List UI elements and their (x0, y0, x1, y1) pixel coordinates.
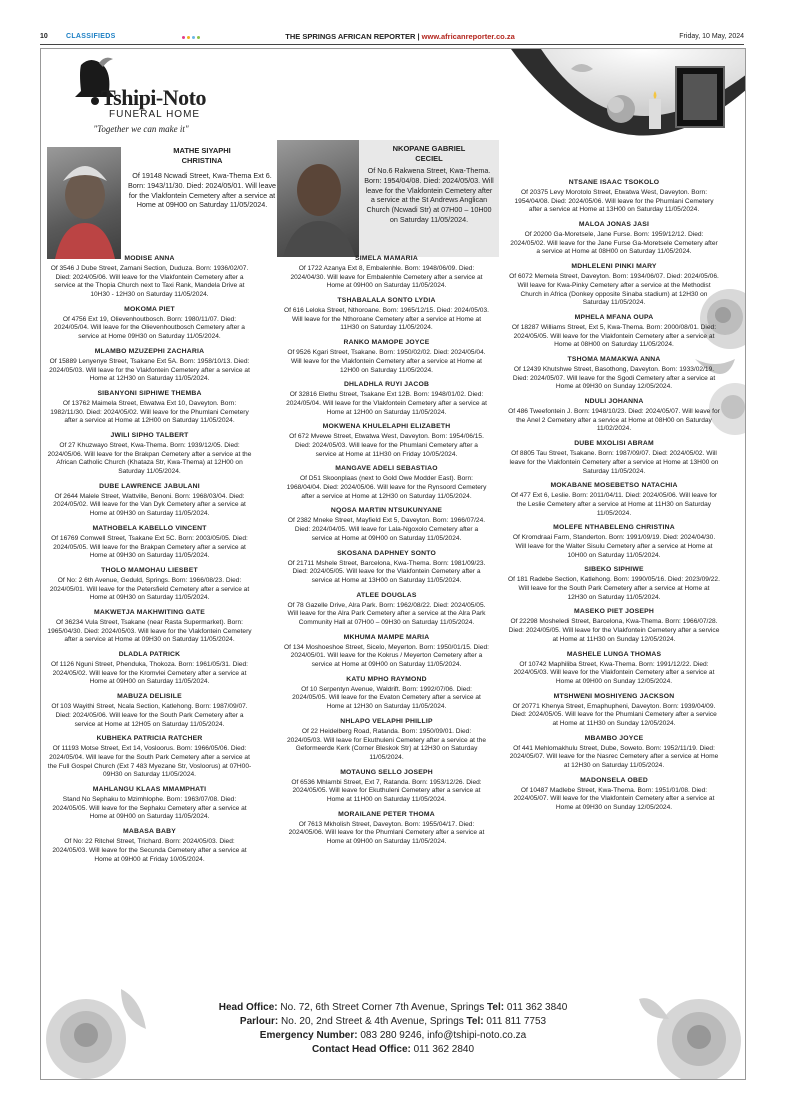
brand-subtitle: FUNERAL HOME (109, 109, 201, 120)
obituary-entry (508, 398, 720, 434)
portrait-photo (277, 140, 359, 257)
deceased-name: ATLEE DOUGLAS (356, 591, 417, 599)
emergency-line (41, 1029, 745, 1043)
obituary-entry (47, 786, 252, 822)
obituary-entry (47, 693, 252, 729)
obituary-entry (47, 432, 252, 477)
funeral-details: Of 20200 Ga-Moretsele, Jane Furse. Born: 1959/12/12. Died: 2024/05/02. Will leave for the Jane Furse Ga-Moretsele Cemetery after a service at Home at 08H00 on Saturday 11/05/2024. (510, 231, 718, 256)
obituary-entry (508, 482, 720, 518)
obituary-entry (47, 567, 252, 603)
contact-line (41, 1043, 745, 1057)
featured-name: NKOPANE GABRIEL (392, 144, 466, 153)
contact-label: Contact Head Office: (311, 1044, 411, 1055)
deceased-name: SIBANYONI SIPHIWE THEMBA (97, 389, 202, 397)
parlour-label: Parlour: (239, 1016, 279, 1027)
funeral-details: Of 486 Tweefontein J. Born: 1948/10/23. Died: 2024/05/07. Will leave for the Anel 2 Cemetery after a service at Home at 08H00 on Saturday 11/02/2024. (508, 408, 720, 433)
funeral-details: Of 78 Gazelle Drive, Alra Park. Born: 1962/08/22. Died: 2024/05/05. Will leave for the Alra Park Cemetery after a service at the Alra Park Community Hall at 07H00 – 09H30 on Saturday 11/05/2024. (287, 601, 486, 626)
deceased-name: MORAILANE PETER THOMA (338, 810, 435, 818)
funeral-details: Of 672 Mvewe Street, Etwatwa West, Daveyton. Born: 1954/06/15. Died: 2024/05/03. Will leave for the Phumlani Cemetery after a service at Home at 11H30 on Friday 10/05/2024. (289, 433, 484, 458)
deceased-name: DHLADHLA RUYI JACOB (343, 381, 430, 389)
featured-name: CHRISTINA (181, 156, 223, 166)
funeral-details: Of 27 Khuzwayo Street, Kwa-Thema. Born: 1939/12/05. Died: 2024/05/06. Will leave for the Brakpan Cemetery after a service at the African Catholic Church (Khataza Str, Kwa-Thema) at 12H00 on Saturday 11/05/2024. (47, 441, 252, 476)
obituary-entry (47, 609, 252, 645)
head-office-phone[interactable]: 011 362 3840 (506, 1002, 568, 1013)
brand-name: Tshipi-Noto (101, 85, 206, 110)
deceased-name: TSHABALALA SONTO LYDIA (337, 297, 436, 305)
funeral-details: Of 22 Heidelberg Road, Ratanda. Born: 1950/09/01. Died: 2024/05/03. Will leave for Ekuthuleni Cemetery after a service at the Geformeerde Kerk (Corner Bleskok Str) at 12H30 on Saturday 11/05/2024. (286, 727, 486, 761)
deceased-name: MODISE ANNA (124, 255, 175, 262)
obituary-entry (47, 348, 252, 384)
deceased-name: MTSHWENI MOSHIYENG JACKSON (553, 692, 675, 700)
page-header (40, 30, 744, 44)
parlour-address: No. 20, 2nd Street & 4th Avenue, Springs (281, 1016, 464, 1027)
funeral-details: Of 3546 J Dube Street, Zamani Section, Duduza. Born: 1936/02/07. Died: 2024/05/06. Will leave for the Vlakfontein Cemetery after a service at the Thopia Church next to Taxi Rank, Mandela Drive at 10H30 - 12H30 on Saturday 11/05/2024. (50, 264, 249, 299)
publication-name: THE SPRINGS AFRICAN REPORTER | (285, 32, 420, 41)
dot-icon (187, 36, 190, 39)
funeral-details: Of 1126 Nguni Street, Phenduka, Thokoza. Born: 1961/05/31. Died: 2024/05/02. Will leave for the Kromvlei Cemetery after a service at Home at 09H00 on Saturday 11/05/2024. (51, 661, 248, 686)
obituary-entry (508, 735, 720, 771)
deceased-name: RANKO MAMOPE JOYCE (343, 339, 430, 347)
deceased-name: DUBE MXOLISI ABRAM (574, 440, 654, 448)
deceased-name: MANGAVE ADELI SEBASTIAO (335, 465, 438, 473)
obituary-entry (284, 811, 489, 847)
deceased-name: MLAMBO MZUZEPHI ZACHARIA (94, 347, 205, 355)
deceased-name: NHLAPO VELAPHI PHILLIP (340, 717, 433, 725)
funeral-details: Of 18287 Williams Street, Ext 5, Kwa-Thema. Born: 2000/08/01. Died: 2024/05/05. Will leave for the Vlakfontein Cemetery after a service at Home at 08H00 on Saturday 11/05/2024. (511, 323, 717, 349)
deceased-name: MASHELE LUNGA THOMAS (566, 650, 662, 658)
featured-name: MATHE SIYAPHI (173, 146, 231, 155)
funeral-details: Of No: 2 6th Avenue, Geduld, Springs. Born: 1966/08/23. Died: 2024/05/01. Will leave for the Petersfield Cemetery after a service at Home at 09H30 on Saturday 11/05/2024. (49, 576, 250, 602)
funeral-details: Of 6536 Mhlambi Street, Ext 7, Ratanda. Born: 1953/12/26. Died: 2024/05/05. Will leave for Ekuthuleni Cemetery after a service at Home at 11H00 on Saturday 11/05/2024. (291, 778, 482, 804)
obituary-entry (508, 356, 720, 392)
notices-column-middle (284, 255, 489, 853)
funeral-details: Of D51 Skoonplaas (next to Gold Owe Modder East). Born: 1968/04/04. Died: 2024/05/06. Will leave for the Rynsoord Cemetery after a service at Home at 12H30 on Saturday 11/05/2024. (286, 475, 487, 500)
deceased-name: SIMELA MAMARIA (355, 255, 418, 262)
obituary-entry (508, 651, 720, 687)
funeral-details: Of 32816 Elethu Street, Tsakane Ext 12B. Born: 1948/01/02. Died: 2024/05/04. Will leave for the Vlakfontein Cemetery after a service at Home at 12H00 on Saturday 11/05/2024. (286, 391, 487, 416)
deceased-name: MADONSELA OBED (580, 776, 648, 784)
funeral-details: Of 22298 Mosheledi Street, Barcelona, Kwa-Thema. Born: 1966/07/28. Died: 2024/05/05. Will leave for the Vlakfontein Cemetery after a service at Home at 11H30 on Sunday 12/05/2024. (508, 618, 720, 643)
obituary-entry (284, 507, 489, 543)
deceased-name: NQOSA MARTIN NTSUKUNYANE (330, 507, 443, 515)
head-office-line (41, 1001, 745, 1015)
section-label: CLASSIFIEDS (66, 33, 116, 40)
deceased-name: KUBHEKA PATRICIA RATCHER (96, 735, 203, 743)
funeral-details: Of 616 Leloka Street, Nthoroane. Born: 1965/12/15. Died: 2024/05/03. Will leave for the Nthoroane Cemetery after a service at Home at 11H30 on Saturday 11/05/2024. (284, 307, 489, 332)
funeral-details: Of 181 Radebe Section, Katlehong. Born: 1990/05/16. Died: 2023/09/22. Will leave for the South Park Cemetery after a service at Home at 12H30 on Saturday 11/05/2024. (508, 576, 720, 601)
contact-footer (41, 1001, 745, 1057)
featured-details: Of 19148 Ncwadi Street, Kwa-Thema Ext 6. Born: 1943/11/30. Died: 2024/05/01. Will leave for the Vlakfontein Cemetery after a service at Home at 09H00 on Saturday 11/05/2024. (127, 171, 277, 210)
featured-notice (127, 146, 277, 210)
featured-notice (363, 144, 495, 225)
dot-icon (192, 36, 195, 39)
featured-name: CECIEL (415, 154, 443, 164)
deceased-name: MOLEFE NTHABELENG CHRISTINA (553, 524, 675, 532)
funeral-details: Of 12439 Khutshwe Street, Basothong, Daveyton. Born: 1933/02/19. Died: 2024/05/07. Will leave for the Sgodi Cemetery after a service at Home at 09H30 on Sunday 12/05/2024. (512, 365, 716, 391)
page-number: 10 (40, 33, 48, 40)
obituary-entry (508, 777, 720, 813)
obituary-entry (47, 483, 252, 519)
funeral-details: Of 477 Ext 6, Leslie. Born: 2011/04/11. Died: 2024/05/06. Will leave for the Leslie Cemetery after a service at Home at 11H30 on Saturday 11/05/2024. (510, 492, 718, 517)
header-rule (40, 44, 744, 45)
funeral-details: Of 10742 Maphiliba Street, Kwa-Thema. Born: 1991/12/22. Died: 2024/05/03. Will leave for the Vlakfontein Cemetery after a service at Home at 09H00 on Sunday 12/05/2024. (513, 660, 715, 685)
deceased-name: MALOA JONAS JASI (578, 221, 650, 229)
funeral-details: Of 20375 Levy Morotolo Street, Etwatwa West, Daveyton. Born: 1954/04/08. Died: 2024/05/06. Will leave for the Phumlani Cemetery after a service at Home at 13H00 on Saturday 11/05/2024. (514, 188, 714, 214)
memorial-still-life-image (471, 49, 746, 159)
deceased-name: MABASA BABY (123, 828, 176, 836)
obituary-entry (284, 769, 489, 805)
obituary-entry (284, 718, 489, 763)
obituary-entry (47, 525, 252, 561)
deceased-name: JWILI SIPHO TALBERT (110, 432, 189, 440)
contact-phone[interactable]: 011 362 2840 (413, 1044, 475, 1055)
deceased-name: THOLO MAMOHAU LIESBET (101, 566, 198, 574)
funeral-details: Of 4756 Ext 19, Olievenhoutbosch. Born: 1980/11/07. Died: 2024/05/04. Will leave for the Olievenhoutbosch Cemetery after a service at Home 09H30 on Saturday 11/05/2024. (54, 315, 245, 341)
funeral-details: Of 8805 Tau Street, Tsakane. Born: 1987/09/07. Died: 2024/05/02. Will leave for the Vlakfontein Cemetery after a service at Home at 13H00 on Saturday 11/05/2024. (509, 450, 719, 475)
obituary-entry (47, 651, 252, 687)
deceased-name: MKHUMA MAMPE MARIA (343, 633, 430, 641)
funeral-details: Of No: 22 Ritchel Street, Trichard. Born: 2024/05/03. Died: 2024/05/03. Will leave for the Secunda Cemetery after a service at Home at 09H00 at Friday 10/05/2024. (52, 838, 247, 863)
deceased-name: MAKWETJA MAKHWITING GATE (94, 609, 205, 617)
person-silhouette-icon (277, 140, 359, 257)
obituary-entry (508, 524, 720, 560)
obituary-entry (284, 423, 489, 459)
brand-tagline: "Together we can make it" (93, 124, 189, 134)
head-office-address: No. 72, 6th Street Corner 7th Avenue, Springs (280, 1002, 485, 1013)
person-silhouette-icon (47, 147, 121, 259)
funeral-details: Of 11193 Motse Street, Ext 14, Vosloorus. Born: 1966/05/06. Died: 2024/05/04. Will leave for the South Park Cemetery after a service at the Full Gospel Church (Ext 7 483 Myezane Str, Vosloorus) at 07H00-09H30 on Saturday 11/05/2024. (47, 745, 252, 779)
parlour-tel-label: Tel: (466, 1016, 484, 1027)
obituary-entry (47, 390, 252, 426)
funeral-details: Stand No Sephaku to Mzimhlophe. Born: 1963/07/08. Died: 2024/05/05. Will leave for the Sephaku Cemetery after a service at Home at 09H00 on Saturday 11/05/2024. (52, 796, 247, 821)
publication-title (250, 32, 550, 41)
funeral-details: Of 15889 Lenyenye Street, Tsakane Ext 5A. Born: 1958/10/13. Died: 2024/05/03. Will leave for the Vlakfontein Cemetery after a service at Home at 12H30 on Saturday 11/05/2024. (49, 357, 250, 383)
section-dots (182, 34, 202, 41)
parlour-phone[interactable]: 011 811 7753 (486, 1016, 547, 1027)
deceased-name: KATU MPHO RAYMOND (346, 675, 427, 683)
funeral-details: Of 103 Wayithi Street, Ncala Section, Katlehong. Born: 1987/09/07. Died: 2024/05/06. Will leave for the South Park Cemetery after a service at Home at 12H05 on Saturday 11/05/2024. (51, 703, 248, 728)
notices-column-left (47, 255, 252, 870)
funeral-details: Of 134 Moshoeshoe Street, Sicelo, Meyerton. Born: 1950/01/15. Died: 2024/05/01. Will leave for the Kokrus / Meyerton Cemetery after a service at Home at 09H00 on Saturday 11/05/2024. (284, 643, 489, 669)
head-tel-label: Tel: (487, 1002, 505, 1013)
issue-date: Friday, 10 May, 2024 (679, 33, 744, 40)
emergency-label: Emergency Number: (259, 1030, 358, 1041)
obituary-entry (47, 735, 252, 780)
funeral-details: Of 13762 Maimela Street, Etwatwa Ext 10, Daveyton. Born: 1982/11/30. Died: 2024/05/02. Will leave for the Phumlani Cemetery after a service at Home at 12H00 on Saturday 11/05/2024. (50, 399, 249, 425)
obituary-entry (47, 828, 252, 864)
deceased-name: MOKOMA PIET (124, 305, 175, 313)
funeral-details: Of 10 Serpentyn Avenue, Waldrift. Born: 1992/07/06. Died: 2024/05/05. Will leave for the Evaton Cemetery after a service at Home at 12H30 on Saturday 11/05/2024. (292, 685, 481, 711)
obituary-entry (508, 608, 720, 644)
featured-details: Of No.6 Rakwena Street, Kwa-Thema. Born: 1954/04/08. Died: 2024/05/03. Will leave for the Vlakfontein Cemetery after a service at the St Andrews Anglican Church (Ncwadi Str) at 07H00 – 10H00 on Saturday 11/05/2024. (364, 166, 494, 224)
parlour-line (41, 1015, 745, 1029)
deceased-name: MASEKO PIET JOSEPH (574, 608, 654, 616)
funeral-details: Of Kromdraai Farm, Standerton. Born: 1991/09/19. Died: 2024/04/30. Will leave for the Walter Sisulu Cemetery after a service at Home at 10H00 on Saturday 11/05/2024. (512, 534, 716, 559)
deceased-name: MATHOBELA KABELLO VINCENT (92, 524, 207, 532)
obituary-entry (508, 314, 720, 350)
deceased-name: MPHELA MFANA OUPA (574, 313, 654, 321)
emergency-contact[interactable]: 083 280 9246, info@tshipi-noto.co.za (360, 1030, 527, 1041)
obituary-entry (284, 592, 489, 628)
notices-column-right (508, 179, 720, 819)
dot-icon (182, 36, 185, 39)
obituary-entry (508, 221, 720, 257)
deceased-name: MDHLELENI PINKI MARY (571, 263, 657, 271)
funeral-details: Of 2382 Mneke Street, Mayfield Ext 5, Daveyton. Born: 1966/07/24. Died: 2024/04/05. Will leave for Lala-Ngoxolo Cemetery after a service at Home at 09H00 on Saturday 11/05/2024. (287, 517, 486, 542)
obituary-entry (508, 263, 720, 308)
deceased-name: TSHOMA MAMAKWA ANNA (567, 356, 661, 364)
deceased-name: SKOSANA DAPHNEY SONTO (337, 549, 436, 557)
deceased-name: DUBE LAWRENCE JABULANI (99, 482, 200, 490)
funeral-details: Of 1722 Azanya Ext 8, Embalenhle. Born: 1948/06/09. Died: 2024/04/30. Will leave for Embalenhle Cemetery after a service at Home at 09H00 on Saturday 11/05/2024. (290, 264, 483, 290)
funeral-details: Of 10487 Madlebe Street, Kwa-Thema. Born: 1951/01/08. Died: 2024/05/07. Will leave for the Vlakfontein Cemetery after a service at Home at 09H30 on Sunday 12/05/2024. (513, 786, 715, 812)
obituary-entry (508, 440, 720, 476)
portrait-photo (47, 147, 121, 259)
obituary-entry (284, 255, 489, 291)
obituary-entry (47, 306, 252, 342)
publication-url[interactable]: www.africanreporter.co.za (421, 32, 515, 41)
deceased-name: MABUZA DELISILE (117, 693, 182, 701)
deceased-name: MOKWENA KHULELAPHI ELIZABETH (322, 423, 451, 431)
brand-logo (61, 57, 251, 137)
head-office-label: Head Office: (218, 1002, 278, 1013)
deceased-name: NDULI JOHANNA (584, 398, 644, 406)
advert-frame (40, 48, 746, 1080)
funeral-details: Of 20771 Khenya Street, Emaphupheni, Daveyton. Born: 1939/04/09. Died: 2024/05/05. Will leave for the Phumlani Cemetery after a service at Home at 11H30 on Sunday 12/05/2024. (511, 702, 717, 728)
obituary-entry (284, 550, 489, 586)
deceased-name: MAHLANGU KLAAS MMAMPHATI (92, 786, 207, 794)
funeral-details: Of 441 Mehlomakhulu Street, Dube, Soweto. Born: 1952/11/19. Died: 2024/05/07. Will leave for the Nasrec Cemetery after a service at Home at 12H30 on Saturday 11/05/2024. (509, 744, 719, 770)
deceased-name: SIBEKO SIPHIWE (584, 566, 644, 574)
deceased-name: MOKABANE MOSEBETSO NATACHIA (550, 482, 678, 490)
deceased-name: MBAMBO JOYCE (584, 734, 644, 742)
obituary-entry (284, 297, 489, 333)
funeral-details: Of 36234 Vula Street, Tsakane (near Rasta Supermarket). Born: 1965/04/30. Died: 2024/05/03. Will leave for the Vlakfontein Cemetery after a service at Home at 09H30 on Saturday 11/05/2024. (47, 619, 252, 644)
obituary-entry (47, 255, 252, 300)
obituary-entry (508, 179, 720, 215)
obituary-entry (508, 566, 720, 602)
deceased-name: MOTAUNG SELLO JOSEPH (340, 768, 433, 776)
funeral-details: Of 16769 Comwell Street, Tsakane Ext 5C. Born: 2003/05/05. Died: 2024/05/05. Will leave for the Brakpan Cemetery after a service at Home at 09H30 on Saturday 11/05/2024. (51, 534, 248, 560)
funeral-details: Of 9526 Kgari Street, Tsakane. Born: 1950/02/02. Died: 2024/05/04. Will leave for the Vlakfontein Cemetery after a service at Home at 12H00 on Saturday 11/05/2024. (287, 349, 486, 374)
obituary-entry (284, 634, 489, 670)
obituary-entry (508, 693, 720, 729)
funeral-details: Of 7613 Mkholish Street, Daveyton. Born: 1955/04/17. Died: 2024/05/06. Will leave for the Phumlani Cemetery after a service at Home at 09H00 on Saturday 11/05/2024. (288, 820, 485, 846)
deceased-name: NTSANE ISAAC TSOKOLO (568, 179, 660, 186)
deceased-name: DLADLA PATRICK (118, 651, 181, 659)
obituary-entry (284, 676, 489, 712)
obituary-entry (284, 381, 489, 417)
obituary-entry (284, 465, 489, 501)
obituary-entry (284, 339, 489, 375)
funeral-details: Of 21711 Mshele Street, Barcelona, Kwa-Thema. Born: 1981/09/23. Died: 2024/05/05. Will leave for the Vlakfontein Cemetery after a service at Home at 13H00 on Saturday 11/05/2024. (287, 559, 486, 584)
funeral-details: Of 2644 Malele Street, Wattville, Benoni. Born: 1968/03/04. Died: 2024/05/02. Will leave for the Van Dyk Cemetery after a service at Home at 09H30 on Saturday 11/05/2024. (53, 492, 246, 518)
funeral-details: Of 6072 Memela Street, Daveyton. Born: 1934/06/07. Died: 2024/05/06. Will leave for Kwa-Pinky Cemetery after a service at the Methodist Church in Africa (Donkey opposite Sinaba stadium) at 12H30 on Saturday 11/05/2024. (509, 273, 719, 307)
dot-icon (197, 36, 200, 39)
